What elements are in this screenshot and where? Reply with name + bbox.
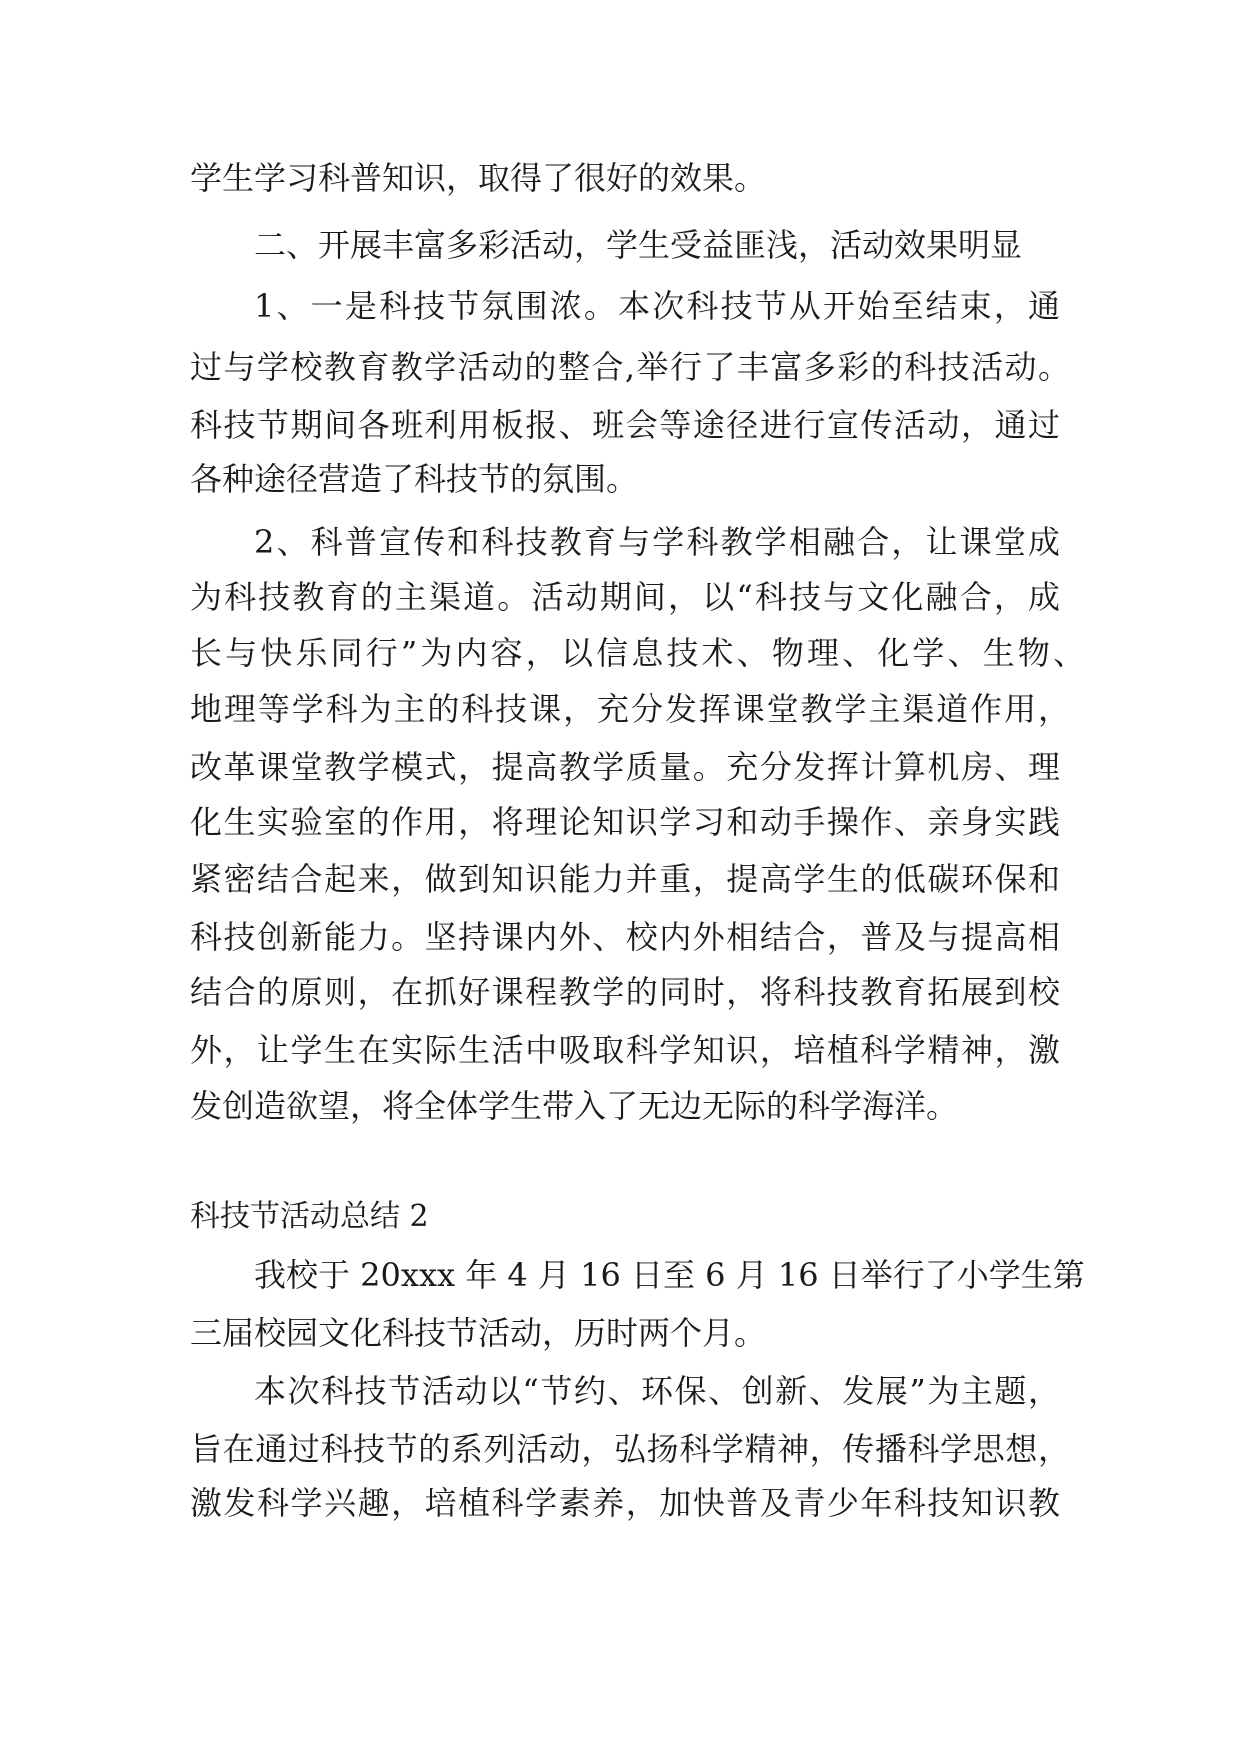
text-line: 为科技教育的主渠道。活动期间，以“科技与文化融合，成: [190, 578, 1060, 616]
text-line: 旨在通过科技节的系列活动，弘扬科学精神，传播科学思想，: [190, 1430, 1070, 1468]
section-title: 科技节活动总结 2: [190, 1199, 429, 1234]
text-line: 各种途径营造了科技节的氛围。: [190, 460, 639, 498]
text-line: 2、科普宣传和科技教育与学科教学相融合，让课堂成: [254, 523, 1060, 561]
text-line: 三届校园文化科技节活动，历时两个月。: [190, 1314, 767, 1352]
text-line: 结合的原则，在抓好课程教学的同时，将科技教育拓展到校: [190, 973, 1060, 1011]
text-line: 科技节期间各班利用板报、班会等途径进行宣传活动，通过: [190, 406, 1060, 444]
text-line: 紧密结合起来，做到知识能力并重，提高学生的低碳环保和: [190, 860, 1060, 898]
text-line: 科技创新能力。坚持课内外、校内外相结合，普及与提高相: [190, 918, 1060, 956]
text-line: 地理等学科为主的科技课，充分发挥课堂教学主渠道作用，: [190, 690, 1070, 728]
text-line: 我校于 20xxx 年 4 月 16 日至 6 月 16 日举行了小学生第: [254, 1256, 1085, 1294]
text-line: 本次科技节活动以“节约、环保、创新、发展”为主题，: [254, 1372, 1060, 1410]
text-line: 发创造欲望，将全体学生带入了无边无际的科学海洋。: [190, 1087, 959, 1125]
text-line: 长与快乐同行”为内容，以信息技术、物理、化学、生物、: [190, 634, 1085, 672]
text-line: 化生实验室的作用，将理论知识学习和动手操作、亲身实践: [190, 803, 1060, 841]
text-line: 过与学校教育教学活动的整合,举行了丰富多彩的科技活动。: [190, 348, 1070, 386]
text-line: 激发科学兴趣，培植科学素养，加快普及青少年科技知识教: [190, 1484, 1060, 1522]
text-line: 二、开展丰富多彩活动，学生受益匪浅，活动效果明显: [254, 226, 1023, 264]
text-line: 学生学习科普知识，取得了很好的效果。: [190, 159, 767, 197]
text-line: 改革课堂教学模式，提高教学质量。充分发挥计算机房、理: [190, 748, 1060, 786]
text-line: 1、一是科技节氛围浓。本次科技节从开始至结束，通: [254, 287, 1060, 325]
text-line: 外，让学生在实际生活中吸取科学知识，培植科学精神，激: [190, 1031, 1060, 1069]
